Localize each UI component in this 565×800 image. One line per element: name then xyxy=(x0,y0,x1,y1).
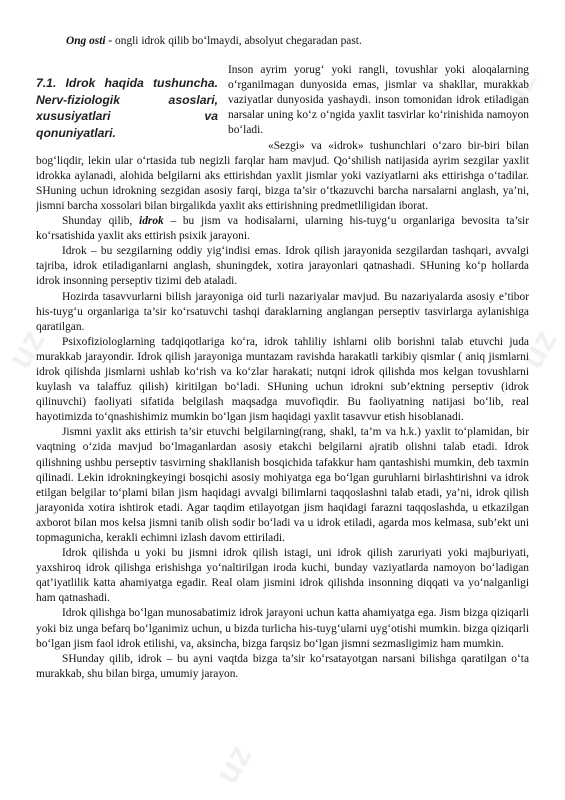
intro-section xyxy=(36,63,529,214)
paragraph-3: Idrok – bu sezgilarning oddiy yig‘indisi emas. Idrok qilish jarayonida sezgilardan tashqari, avvalgi tajriba, idrok etiladiganlarni anglash, shuningdek, xotira jarayonlari qatnashadi. SHuning ko‘p hollarda idrok insonning perseptiv tizimi deb ataladi. xyxy=(36,245,529,288)
paragraph-2-term: idrok xyxy=(139,215,164,228)
heading-line-1: 7.1. Idrok haqida tushuncha. xyxy=(36,76,218,91)
definition-line xyxy=(36,34,529,49)
paragraph-2-rest: – bu jism va hodisalarni, ularning his-tuyg‘u organlariga bevosita ta’sir ko‘rsatishida yaxlit aks ettirish psixik jarayoni. xyxy=(36,215,530,243)
watermark-right: uz xyxy=(512,323,565,376)
paragraph-9: SHunday qilib, idrok – bu ayni vaqtda bizga ta’sir ko‘rsatayotgan narsani bilishga qaratilgan o‘ta murakkab, shu bilan birga, umumiy jarayon. xyxy=(36,652,529,680)
watermark-top-right: uz xyxy=(492,63,545,116)
heading-line-3: xususiyatlari va xyxy=(36,109,218,124)
paragraph-2-start: Shunday qilib, xyxy=(62,215,140,228)
definition-term: Ong osti - xyxy=(66,35,113,47)
paragraph-8: Idrok qilishga bo‘lgan munosabatimiz idrok jarayoni uchun katta ahamiyatga ega. Jism bizga qiziqarli yoki biz unga befarq bo‘lganimiz uchun, u bizda turlicha his-tuyg‘ularni uyg‘otishi mumkin. bizga qiziqarli bo‘lgan jism faol idrok etilishi, va, aksincha, bizga farqsiz bo‘lgan jismni sezmasligimiz ham mumkin. xyxy=(36,607,529,650)
definition-text: ongli idrok qilib bo‘lmaydi, absolyut chegaradan past. xyxy=(112,35,362,47)
watermark-left: uz xyxy=(0,323,53,376)
paragraph-4: Hozirda tasavvurlarni bilish jarayoniga oid turli nazariyalar mavjud. Bu nazariyalarda asosiy e’tibor his-tuyg‘u organlariga ta’sir ko‘rsatuvchi tashqi daraklarning anglangan perseptiv tasvirlarga aylanishiga qaratilgan. xyxy=(36,290,529,333)
paragraph-5: Psixofiziologlarning tadqiqotlariga ko‘ra, idrok tahliliy ishlarni olib borishni talab etuvchi juda murakkab jarayondir. Idrok qilish jarayoniga muntazam ravishda harakatli tarkibiy qismlar ( aniq jismlarni idrok qilishda jismlarni ushlab ko‘rish va ko‘zlar harakati; nutqni idrok qilishda mos kelgan tovushlarni kuylash va talaffuz qilish) kiritilgan bo‘ladi. SHuning uchun idrokni sub’ektning perseptiv (idrok qilinuvchi) faoliyati sifatida belgilash maqsadga muvofiqdir. Bu faoliyatning natijasi bo‘lib, real hayotimizda to‘qnashishimiz mumkin bo‘lgan jism haqidagi yaxlit tasavvur etish hisoblanadi. xyxy=(36,335,529,424)
heading-line-2: Nerv-fiziologik asoslari, xyxy=(36,92,218,107)
heading-line-4: qonuniyatlari. xyxy=(36,125,116,140)
intro-paragraph: Inson ayrim yorug‘ yoki rangli, tovushlar yoki aloqalarning o‘rganilmagan dunyosida emas, jismlar va shakllar, murakkab vaziyatlar dunyosida yashaydi. inson tomonidan idrok etiladigan narsalar uning ko‘z o‘ngida yaxlit tasvirlar ko‘rinishida namoyon bo‘ladi. xyxy=(228,64,529,137)
section-heading xyxy=(36,75,218,141)
paragraph-1: «Sezgi» va «idrok» tushunchlari o‘zaro bir-biri bilan bog‘liqdir, lekin ular o‘rtasida tub negizli farqlar ham mavjud. Qo‘shilish natijasida ayrim sezgilar yaxlit idrokka aylanadi, alohida belgilarni aks ettirishdan yaxlit jismlar yoki vaziyatlarni aks ettirishga o‘tadilar. SHuning uchun idrokning sezgidan asosiy farqi, bizga ta’sir o‘tkazuvchi barcha narsalarni anglash, ya’ni, jismni barcha xossolari bilan birgalikda yaxlit aks ettirishning predmetliligidan iborat. xyxy=(36,139,529,212)
paragraph-2 xyxy=(36,214,529,244)
paragraph-7: Idrok qilishda u yoki bu jismni idrok qilish istagi, uni idrok qilish zaruriyati yoki majburiyati, yaxshiroq idrok qilishga erishishga yo‘naltirilgan iroda kuchi, bunday vaziyatlarda namoyon bo‘ladigan qat’iyatlilik katta ahamiyatga egadir. Real olam jismini idrok qilishda insonning diqqati va yo‘nalganligi ham qatnashadi. xyxy=(36,547,529,605)
paragraph-6: Jismni yaxlit aks ettirish ta’sir etuvchi belgilarning(rang, shakl, ta’m va h.k.) yaxlit to‘plamidan, bir vaqtning o‘zida mavjud bo‘lmaganlardan asosiy etakchi belgilarni ajratib olishni talab etadi. Idrok qilishning ushbu perseptiv tasvirning shakllanish bosqichida tafakkur ham qantashishi mumkin, deb taxmin qilinadi. Lekin idrokningkeyingi bosqichi asosiy mohiyatga ega bo‘lgan guruhlarni birlashtirishni va idrok etilgan belgilar to‘plami bilan jism haqidagi avvalgi bilimlarni taqqoslashni talab etadi, ya’ni, idrok qilish jarayonida xotira ishtirok etadi. Agar taqdim etilayotgan jism haqidagi farazni taqqoslashda, u etkazilgan axborot bilan mos kelsa jismni tanib olish sodir bo‘ladi va u idrok etiladi, agarda mos kelmasa, sub’ekt uni topmagunicha, kerakli echimni izlash davom ettiriladi. xyxy=(36,426,529,544)
watermark-bottom: uz xyxy=(207,738,260,791)
